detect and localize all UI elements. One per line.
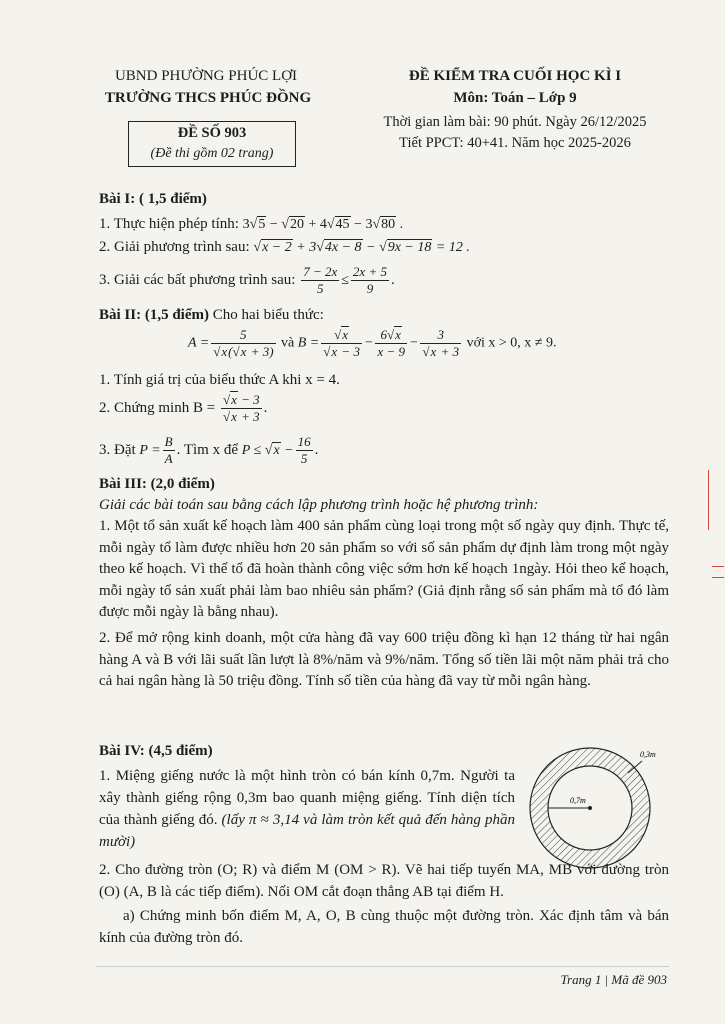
bai3-q2: 2. Để mở rộng kinh doanh, một cửa hàng đã vay 600 triệu đồng kì hạn 12 tháng từ hai ngân hàng A và B với lãi suất lần lượt là 8%/năm và 9%/năm. Tổng số tiền lãi một năm phải trả cho cả hai ngân hàng là 50 triệu đồng. Tính số tiền của hàng đã vay từ mỗi ngân hàng. — [99, 630, 669, 689]
bai1-q3: 3. Giải các bất phương trình sau: $\frac{7 - 2x}{5}$ ≤ $\frac{2x + 5}{9}$ . — [99, 264, 395, 296]
page-footer: Trang 1 | Mã đề 903 — [560, 972, 667, 987]
exam-time: Thời gian làm bài: 90 phút. Ngày 26/12/2025 — [383, 114, 647, 130]
bai3-instruction: Giải các bài toán sau bằng cách lập phương trình hoặc hệ phương trình: — [99, 497, 539, 513]
bai1-q2: 2. Giải phương trình sau: √x − 2 + 3√4x − 8 − √9x − 18 = 12 . — [99, 239, 470, 255]
bai2-q1: 1. Tính giá trị của biểu thức A khi x = 4. — [99, 372, 340, 388]
exam-title: ĐỀ KIỂM TRA CUỐI HỌC KÌ I — [408, 68, 622, 84]
exam-period: Tiết PPCT: 40+41. Năm học 2025-2026 — [399, 135, 631, 151]
bai1-title: Bài I: ( 1,5 điểm) — [99, 191, 207, 207]
bai4-q2: 2. Cho đường tròn (O; R) và điểm M (OM > R). Vẽ hai tiếp tuyến MA, MB với đường tròn (O) (A, B là các tiếp điểm). Nối OM cắt đoạn thẳng AB tại điểm H. — [99, 862, 669, 900]
school-name: TRƯỜNG THCS PHÚC ĐỒNG — [104, 90, 312, 106]
bai4-q2a: a) Chứng minh bốn điểm M, A, O, B cùng thuộc một đường tròn. Xác định tâm và bán kính của đường tròn đó. — [99, 908, 669, 946]
bai3-title: Bài III: (2,0 điểm) — [99, 476, 215, 492]
bai3-q1: 1. Một tổ sản xuất kế hoạch làm 400 sản phẩm cùng loại trong một số ngày quy định. Thực tế, mỗi ngày tổ làm được nhiều hơn 20 sản phẩm so với số sản phẩm dự định làm trong một ngày theo kế hoạch. Vì thế tổ đã hoàn thành công việc sớm hơn kế hoạch 1ngày. Hỏi theo kế hoạch, mỗi ngày tổ sản xuất phải làm bao nhiêu sản phẩm? (Giả định rằng số sản phẩm mà tổ đó làm được mỗi ngày là bằng nhau). — [99, 518, 669, 620]
subject: Môn: Toán – Lớp 9 — [453, 90, 577, 106]
footer-divider — [96, 966, 669, 967]
pages-note: (Đề thi gồm 02 trang) — [150, 146, 274, 161]
bai2-q3: 3. Đặt P = $\frac{B}{A}$ . Tìm x để P ≤ √x − $\frac{16}{5}$ . — [99, 434, 319, 466]
stamp-fragment — [708, 470, 709, 530]
authority-name: UBND PHƯỜNG PHÚC LỢI — [114, 68, 298, 84]
bai2-title: Bài II: (1,5 điểm) Cho hai biểu thức: — [99, 307, 324, 323]
bai4-title: Bài IV: (4,5 điểm) — [99, 743, 213, 759]
bai4-q1: 1. Miệng giếng nước là một hình tròn có bán kính 0,7m. Người ta xây thành giếng rộng 0,3m bao quanh miệng giếng. Tính diện tích của thành giếng đó. (lấy π ≈ 3,14 và làm tròn kết quả đến hàng phần mười) — [99, 768, 515, 850]
inner-radius-label: 0,7m — [570, 796, 586, 805]
bai2-expressions: A = $\frac{5}{√x(√x + 3)}$ và B = $\frac{√x}{√x - 3}$ − $\frac{6√x}{x - 9}$ − $\frac{3}{√x + 3}$ với x > 0, x ≠ 9. — [188, 327, 557, 359]
stamp-fragment-lines — [712, 560, 724, 578]
outer-width-label: 0,3m — [640, 750, 656, 759]
exam-code: ĐỀ SỐ 903 — [177, 125, 247, 141]
exam-code-box — [128, 121, 296, 167]
bai1-q1: 1. Thực hiện phép tính: 3√5 − √20 + 4√45 − 3√80 . — [99, 216, 404, 232]
bai2-q2: 2. Chứng minh B = $\frac{√x - 3}{√x + 3}$ . — [99, 392, 268, 424]
